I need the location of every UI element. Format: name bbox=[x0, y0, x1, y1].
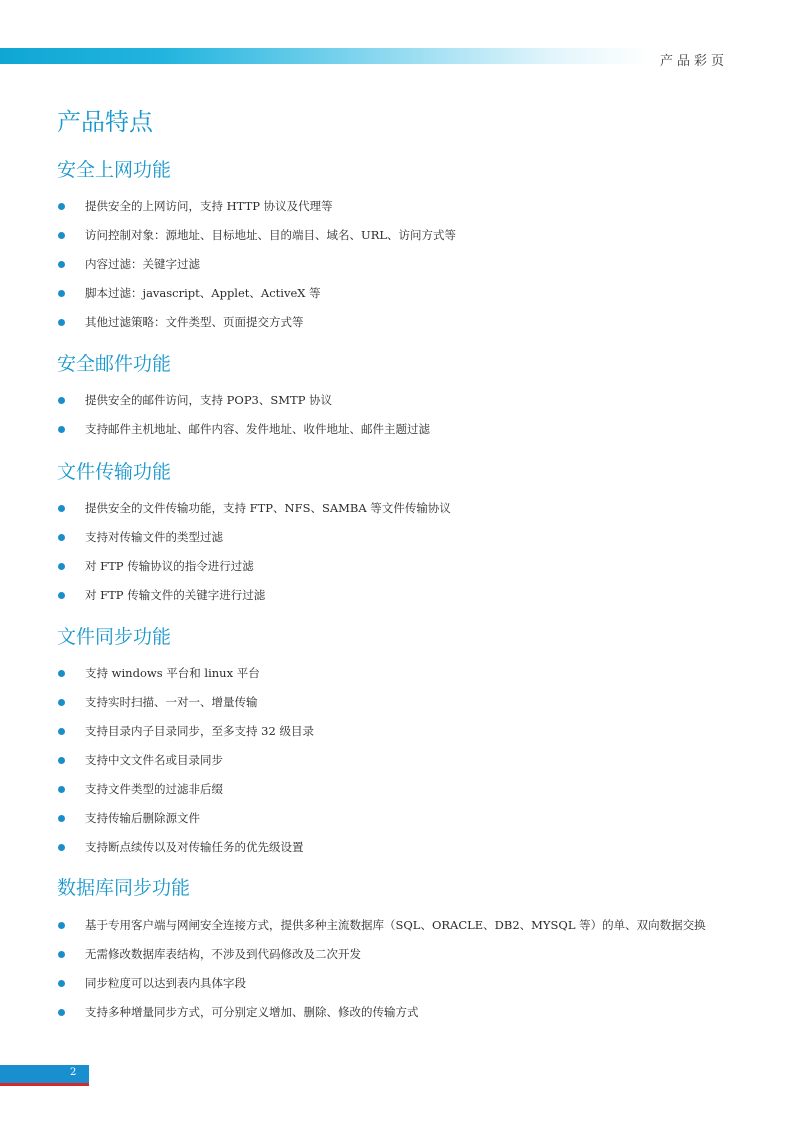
list-item bbox=[57, 694, 314, 723]
list-item bbox=[57, 529, 451, 558]
bullet-icon bbox=[58, 592, 65, 599]
list-item-text: 对 FTP 传输文件的关键字进行过滤 bbox=[85, 588, 266, 602]
list-item-text: 其他过滤策略：文件类型、页面提交方式等 bbox=[85, 315, 304, 329]
list-item-text: 提供安全的文件传输功能，支持 FTP、NFS、SAMBA 等文件传输协议 bbox=[85, 501, 451, 515]
list-item-text: 支持邮件主机地址、邮件内容、发件地址、收件地址、邮件主题过滤 bbox=[85, 422, 430, 436]
list-item bbox=[57, 558, 451, 587]
bullet-icon bbox=[58, 203, 65, 210]
list-item-text: 无需修改数据库表结构，不涉及到代码修改及二次开发 bbox=[85, 947, 361, 961]
bullet-icon bbox=[58, 1009, 65, 1016]
section-title-secure-mail: 安全邮件功能 bbox=[57, 353, 172, 375]
list-item bbox=[57, 421, 430, 450]
section-title-secure-web: 安全上网功能 bbox=[57, 159, 172, 181]
list-item-text: 支持实时扫描、一对一、增量传输 bbox=[85, 695, 258, 709]
bullet-icon bbox=[58, 815, 65, 822]
bullet-icon bbox=[58, 844, 65, 851]
section-list-secure-mail bbox=[57, 392, 430, 450]
list-item-text: 支持目录内子目录同步，至多支持 32 级目录 bbox=[85, 724, 314, 738]
list-item bbox=[57, 975, 706, 1004]
bullet-icon bbox=[58, 319, 65, 326]
list-item-text: 对 FTP 传输协议的指令进行过滤 bbox=[85, 559, 254, 573]
list-item bbox=[57, 946, 706, 975]
section-list-db-sync bbox=[57, 917, 706, 1033]
bullet-icon bbox=[58, 534, 65, 541]
list-item bbox=[57, 839, 314, 868]
list-item-text: 访问控制对象：源地址、目标地址、目的端目、域名、URL、访问方式等 bbox=[85, 228, 456, 242]
list-item bbox=[57, 587, 451, 616]
list-item-text: 同步粒度可以达到表内具体字段 bbox=[85, 976, 246, 990]
list-item-text: 支持文件类型的过滤非后缀 bbox=[85, 782, 223, 796]
list-item-text: 提供安全的邮件访问，支持 POP3、SMTP 协议 bbox=[85, 393, 333, 407]
bullet-icon bbox=[58, 786, 65, 793]
list-item bbox=[57, 256, 456, 285]
list-item-text: 支持中文文件名或目录同步 bbox=[85, 753, 223, 767]
list-item bbox=[57, 314, 456, 343]
footer-red-line bbox=[0, 1083, 89, 1086]
list-item bbox=[57, 227, 456, 256]
list-item-text: 支持传输后删除源文件 bbox=[85, 811, 200, 825]
bullet-icon bbox=[58, 980, 65, 987]
section-title-db-sync: 数据库同步功能 bbox=[57, 877, 191, 899]
list-item bbox=[57, 917, 706, 946]
list-item bbox=[57, 1004, 706, 1033]
section-list-file-transfer bbox=[57, 500, 451, 616]
list-item bbox=[57, 198, 456, 227]
header-band bbox=[0, 48, 650, 64]
bullet-icon bbox=[58, 563, 65, 570]
list-item bbox=[57, 810, 314, 839]
bullet-icon bbox=[58, 728, 65, 735]
list-item-text: 脚本过滤：javascript、Applet、ActiveX 等 bbox=[85, 286, 321, 300]
list-item bbox=[57, 752, 314, 781]
list-item bbox=[57, 665, 314, 694]
bullet-icon bbox=[58, 290, 65, 297]
list-item-text: 支持 windows 平台和 linux 平台 bbox=[85, 666, 260, 680]
page-number: 2 bbox=[70, 1067, 77, 1078]
list-item-text: 支持断点续传以及对传输任务的优先级设置 bbox=[85, 840, 304, 854]
bullet-icon bbox=[58, 426, 65, 433]
section-list-secure-web bbox=[57, 198, 456, 343]
list-item bbox=[57, 723, 314, 752]
bullet-icon bbox=[58, 261, 65, 268]
section-title-file-sync: 文件同步功能 bbox=[57, 626, 172, 648]
bullet-icon bbox=[58, 951, 65, 958]
section-title-file-transfer: 文件传输功能 bbox=[57, 461, 172, 483]
list-item bbox=[57, 781, 314, 810]
bullet-icon bbox=[58, 397, 65, 404]
list-item-text: 内容过滤：关键字过滤 bbox=[85, 257, 200, 271]
bullet-icon bbox=[58, 922, 65, 929]
list-item-text: 支持对传输文件的类型过滤 bbox=[85, 530, 223, 544]
list-item bbox=[57, 285, 456, 314]
bullet-icon bbox=[58, 699, 65, 706]
bullet-icon bbox=[58, 670, 65, 677]
bullet-icon bbox=[58, 232, 65, 239]
section-list-file-sync bbox=[57, 665, 314, 868]
list-item bbox=[57, 500, 451, 529]
list-item-text: 提供安全的上网访问，支持 HTTP 协议及代理等 bbox=[85, 199, 333, 213]
list-item-text: 支持多种增量同步方式，可分别定义增加、删除、修改的传输方式 bbox=[85, 1005, 419, 1019]
list-item bbox=[57, 392, 430, 421]
list-item-text: 基于专用客户端与网闸安全连接方式，提供多种主流数据库（SQL、ORACLE、DB2、MYSQL 等）的单、双向数据交换 bbox=[85, 918, 706, 932]
page-title: 产品特点 bbox=[57, 108, 153, 136]
header-label: 产品彩页 bbox=[659, 54, 728, 69]
bullet-icon bbox=[58, 505, 65, 512]
bullet-icon bbox=[58, 757, 65, 764]
